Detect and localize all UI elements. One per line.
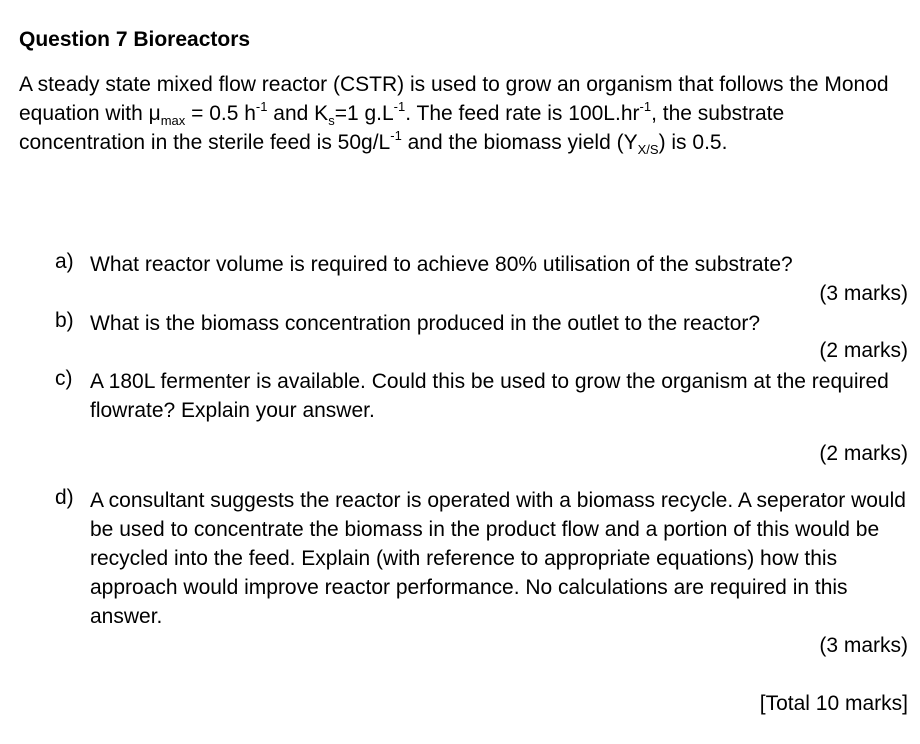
question-text: What reactor volume is required to achieve 80% utilisation of the substrate? [90,253,793,276]
ks-subscript: s [328,113,335,129]
question-label: b) [55,309,74,332]
intro-text: = 0.5 h [185,102,256,125]
marks-c: (2 marks) [819,442,908,465]
question-label: d) [55,486,74,509]
question-label: a) [55,250,74,273]
marks-b: (2 marks) [819,339,908,362]
superscript: -1 [390,128,402,143]
intro-text: =1 g.L [334,102,394,125]
intro-text: and K [267,102,329,125]
superscript: -1 [255,99,268,114]
yield-subscript: X/S [637,142,659,158]
problem-statement [19,70,909,157]
intro-text: A steady state mixed flow reactor (CSTR) is used to grow an organism that follows the Monod equation with μ [19,73,889,125]
marks-a: (3 marks) [819,282,908,305]
superscript: -1 [393,99,406,114]
marks-d: (3 marks) [819,634,908,657]
total-marks: [Total 10 marks] [759,692,908,715]
mu-max-subscript: max [160,113,186,129]
intro-text: and the biomass yield (Y [401,131,638,154]
intro-text: , the substrate concentration in the sterile feed is 50g/L [19,102,785,154]
question-title: Question 7 Bioreactors [19,28,251,51]
question-a [55,250,910,279]
question-text: What is the biomass concentration produced in the outlet to the reactor? [90,312,761,335]
question-d [55,486,910,631]
question-text: A consultant suggests the reactor is operated with a biomass recycle. A seperator would be used to concentrate the biomass in the product flow and a portion of this would be recycled into the feed. Explain (with reference to appropriate equations) how this approach would improve reactor performance. No calculations are required in this answer. [90,489,906,628]
intro-text: . The feed rate is 100L.hr [405,102,640,125]
superscript: -1 [639,99,652,114]
question-c [55,367,910,425]
question-label: c) [55,367,73,390]
question-text: A 180L fermenter is available. Could this be used to grow the organism at the required flowrate? Explain your answer. [90,370,889,422]
intro-text: ) is 0.5. [658,131,728,154]
question-b [55,309,910,338]
